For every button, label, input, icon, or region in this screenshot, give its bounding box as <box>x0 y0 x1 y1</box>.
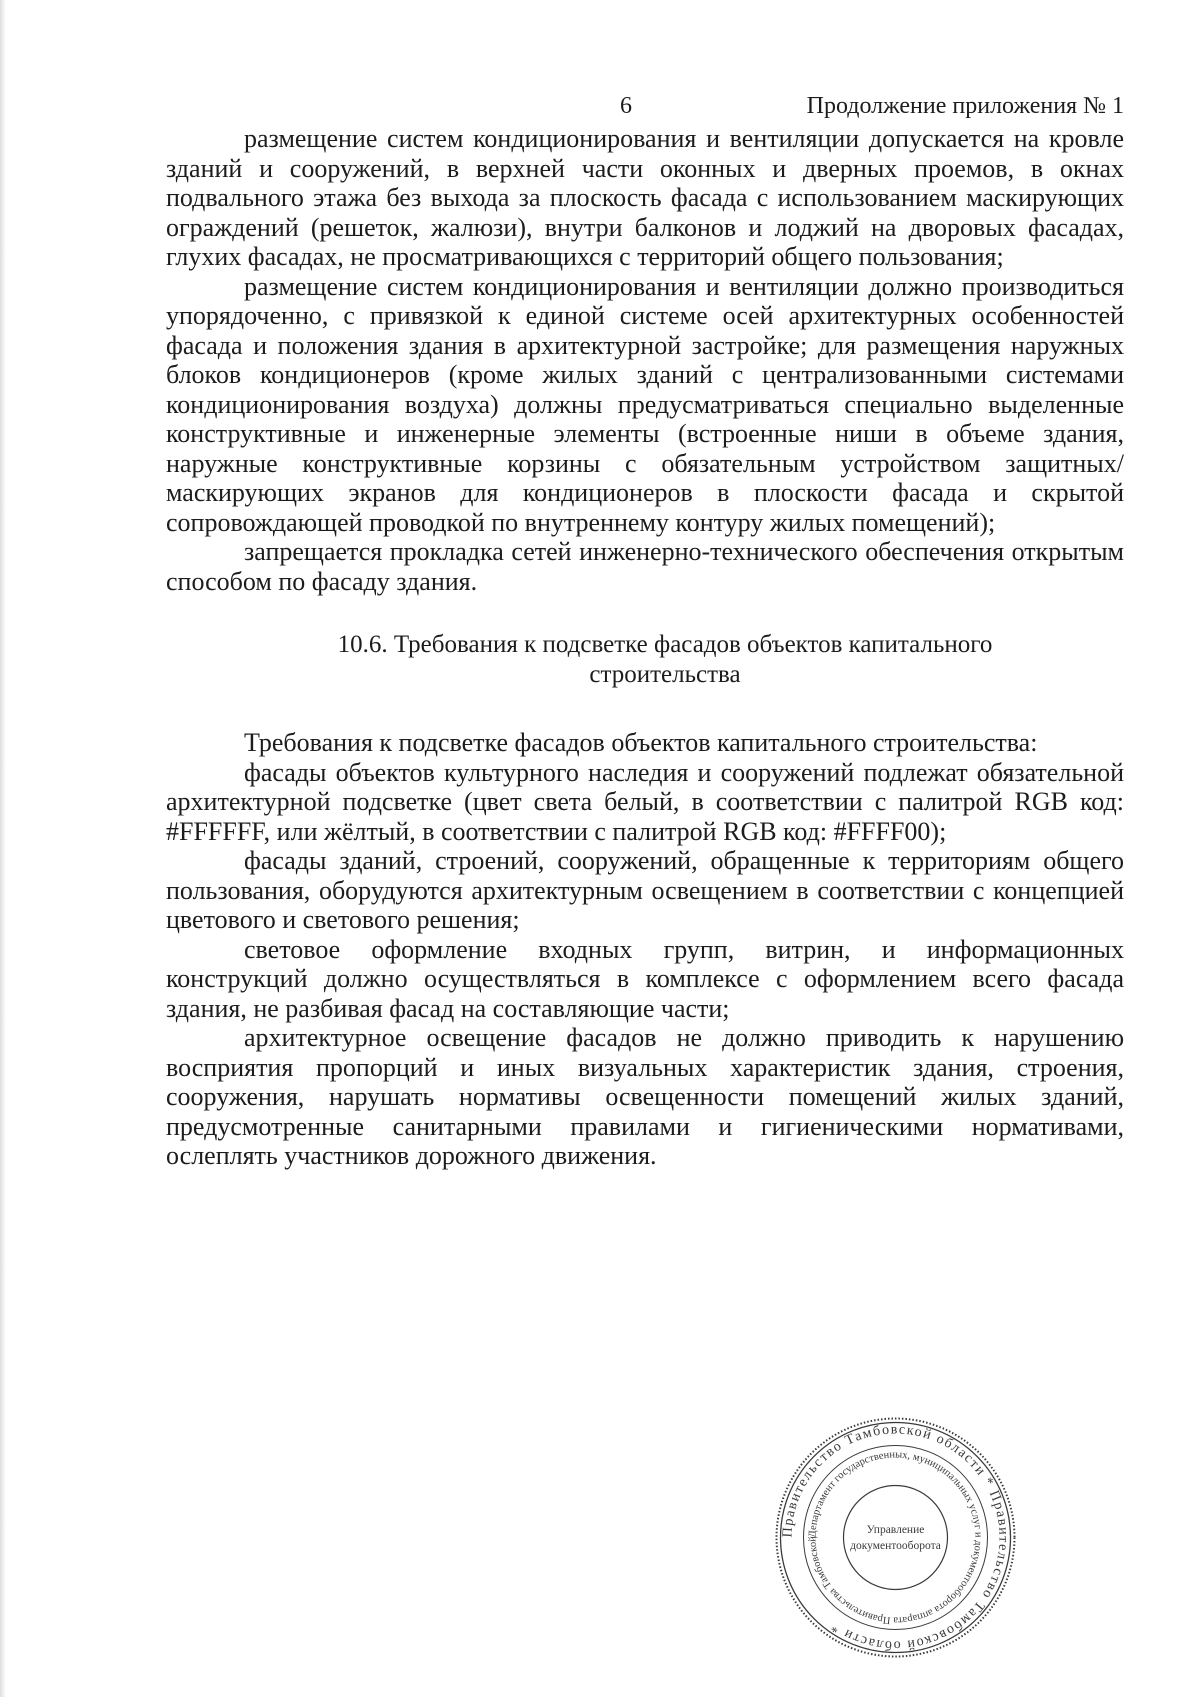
paragraph-2: размещение систем кондиционирования и вентиляции должно производиться упорядоченно, с привязкой к единой системе осей архитектурных особенностей фасада и положения здания в архитектурной застройке; для размещения наружных блоков кондиционеров (кроме жилых зданий с централизованными системами кондиционирования воздуха) должны предусматриваться специально выделенные конструктивные и инженерные элементы (встроенные ниши в объеме здания, наружные конструктивные корзины с обязательным устройством защитных/маскирующих экранов для кондиционеров в плоскости фасада и скрытой сопровождающей проводкой по внутреннему контуру жилых помещений); <box>166 271 1124 537</box>
page-number: 6 <box>620 93 632 119</box>
stamp-middle-circle <box>804 1446 988 1630</box>
section-heading: 10.6. Требования к подсветке фасадов объектов капитального строительства <box>337 631 993 688</box>
stamp-outer-text: Правительство Тамбовской области * Правительство Тамбовской области * <box>780 1422 1011 1653</box>
stamp-seal-icon <box>773 1415 1018 1660</box>
stamp-center-line-1: Управление <box>866 1524 925 1536</box>
scan-edge-shadow <box>0 0 6 1697</box>
stamp-center-line-2: документооборота <box>850 1540 941 1552</box>
paragraph-6: фасады зданий, строений, сооружений, обращенные к территориям общего пользования, оборудуются архитектурным освещением в соответствии с концепцией цветового и светового решения; <box>166 846 1124 934</box>
stamp-inner-circle <box>844 1486 948 1590</box>
stamp-inner-text: Департамент государственных, муниципальных услуг и документооборота аппарата Правительства Тамбовской <box>807 1449 984 1626</box>
paragraph-7: световое оформление входных групп, витрин, и информационных конструкций должно осуществляться в комплексе с оформлением всего фасада здания, не разбивая фасад на составляющие части; <box>166 934 1124 1023</box>
page-header <box>0 93 1200 127</box>
official-stamp <box>773 1415 1018 1660</box>
paragraph-8: архитектурное освещение фасадов не должно приводить к нарушению восприятия пропорций и иных визуальных характеристик здания, строения, сооружения, нарушать нормативы освещенности помещений жилых зданий, предусмотренные санитарными правилами и гигиеническими нормативами, ослеплять участников дорожного движения. <box>166 1023 1124 1170</box>
paragraph-5: фасады объектов культурного наследия и сооружений подлежат обязательной архитектурной подсветке (цвет света белый, в соответствии с палитрой RGB код: #FFFFFF, или жёлтый, в соответствии с палитрой RGB код: #FFFF00); <box>166 757 1124 846</box>
appendix-continuation-label: Продолжение приложения № 1 <box>806 93 1124 119</box>
paragraph-3: запрещается прокладка сетей инженерно-технического обеспечения открытым способом по фасаду здания. <box>166 537 1124 596</box>
paragraph-1: размещение систем кондиционирования и вентиляции допускается на кровле зданий и сооружений, в верхней части оконных и дверных проемов, в окнах подвального этажа без выхода за плоскость фасада с использованием маскирующих ограждений (решеток, жалюзи), внутри балконов и лоджий на дворовых фасадах, глухих фасадах, не просматривающихся с территорий общего пользования; <box>166 124 1124 271</box>
body-text-top <box>166 124 1124 1171</box>
paragraph-4: Требования к подсветке фасадов объектов капитального строительства: <box>244 728 1038 757</box>
